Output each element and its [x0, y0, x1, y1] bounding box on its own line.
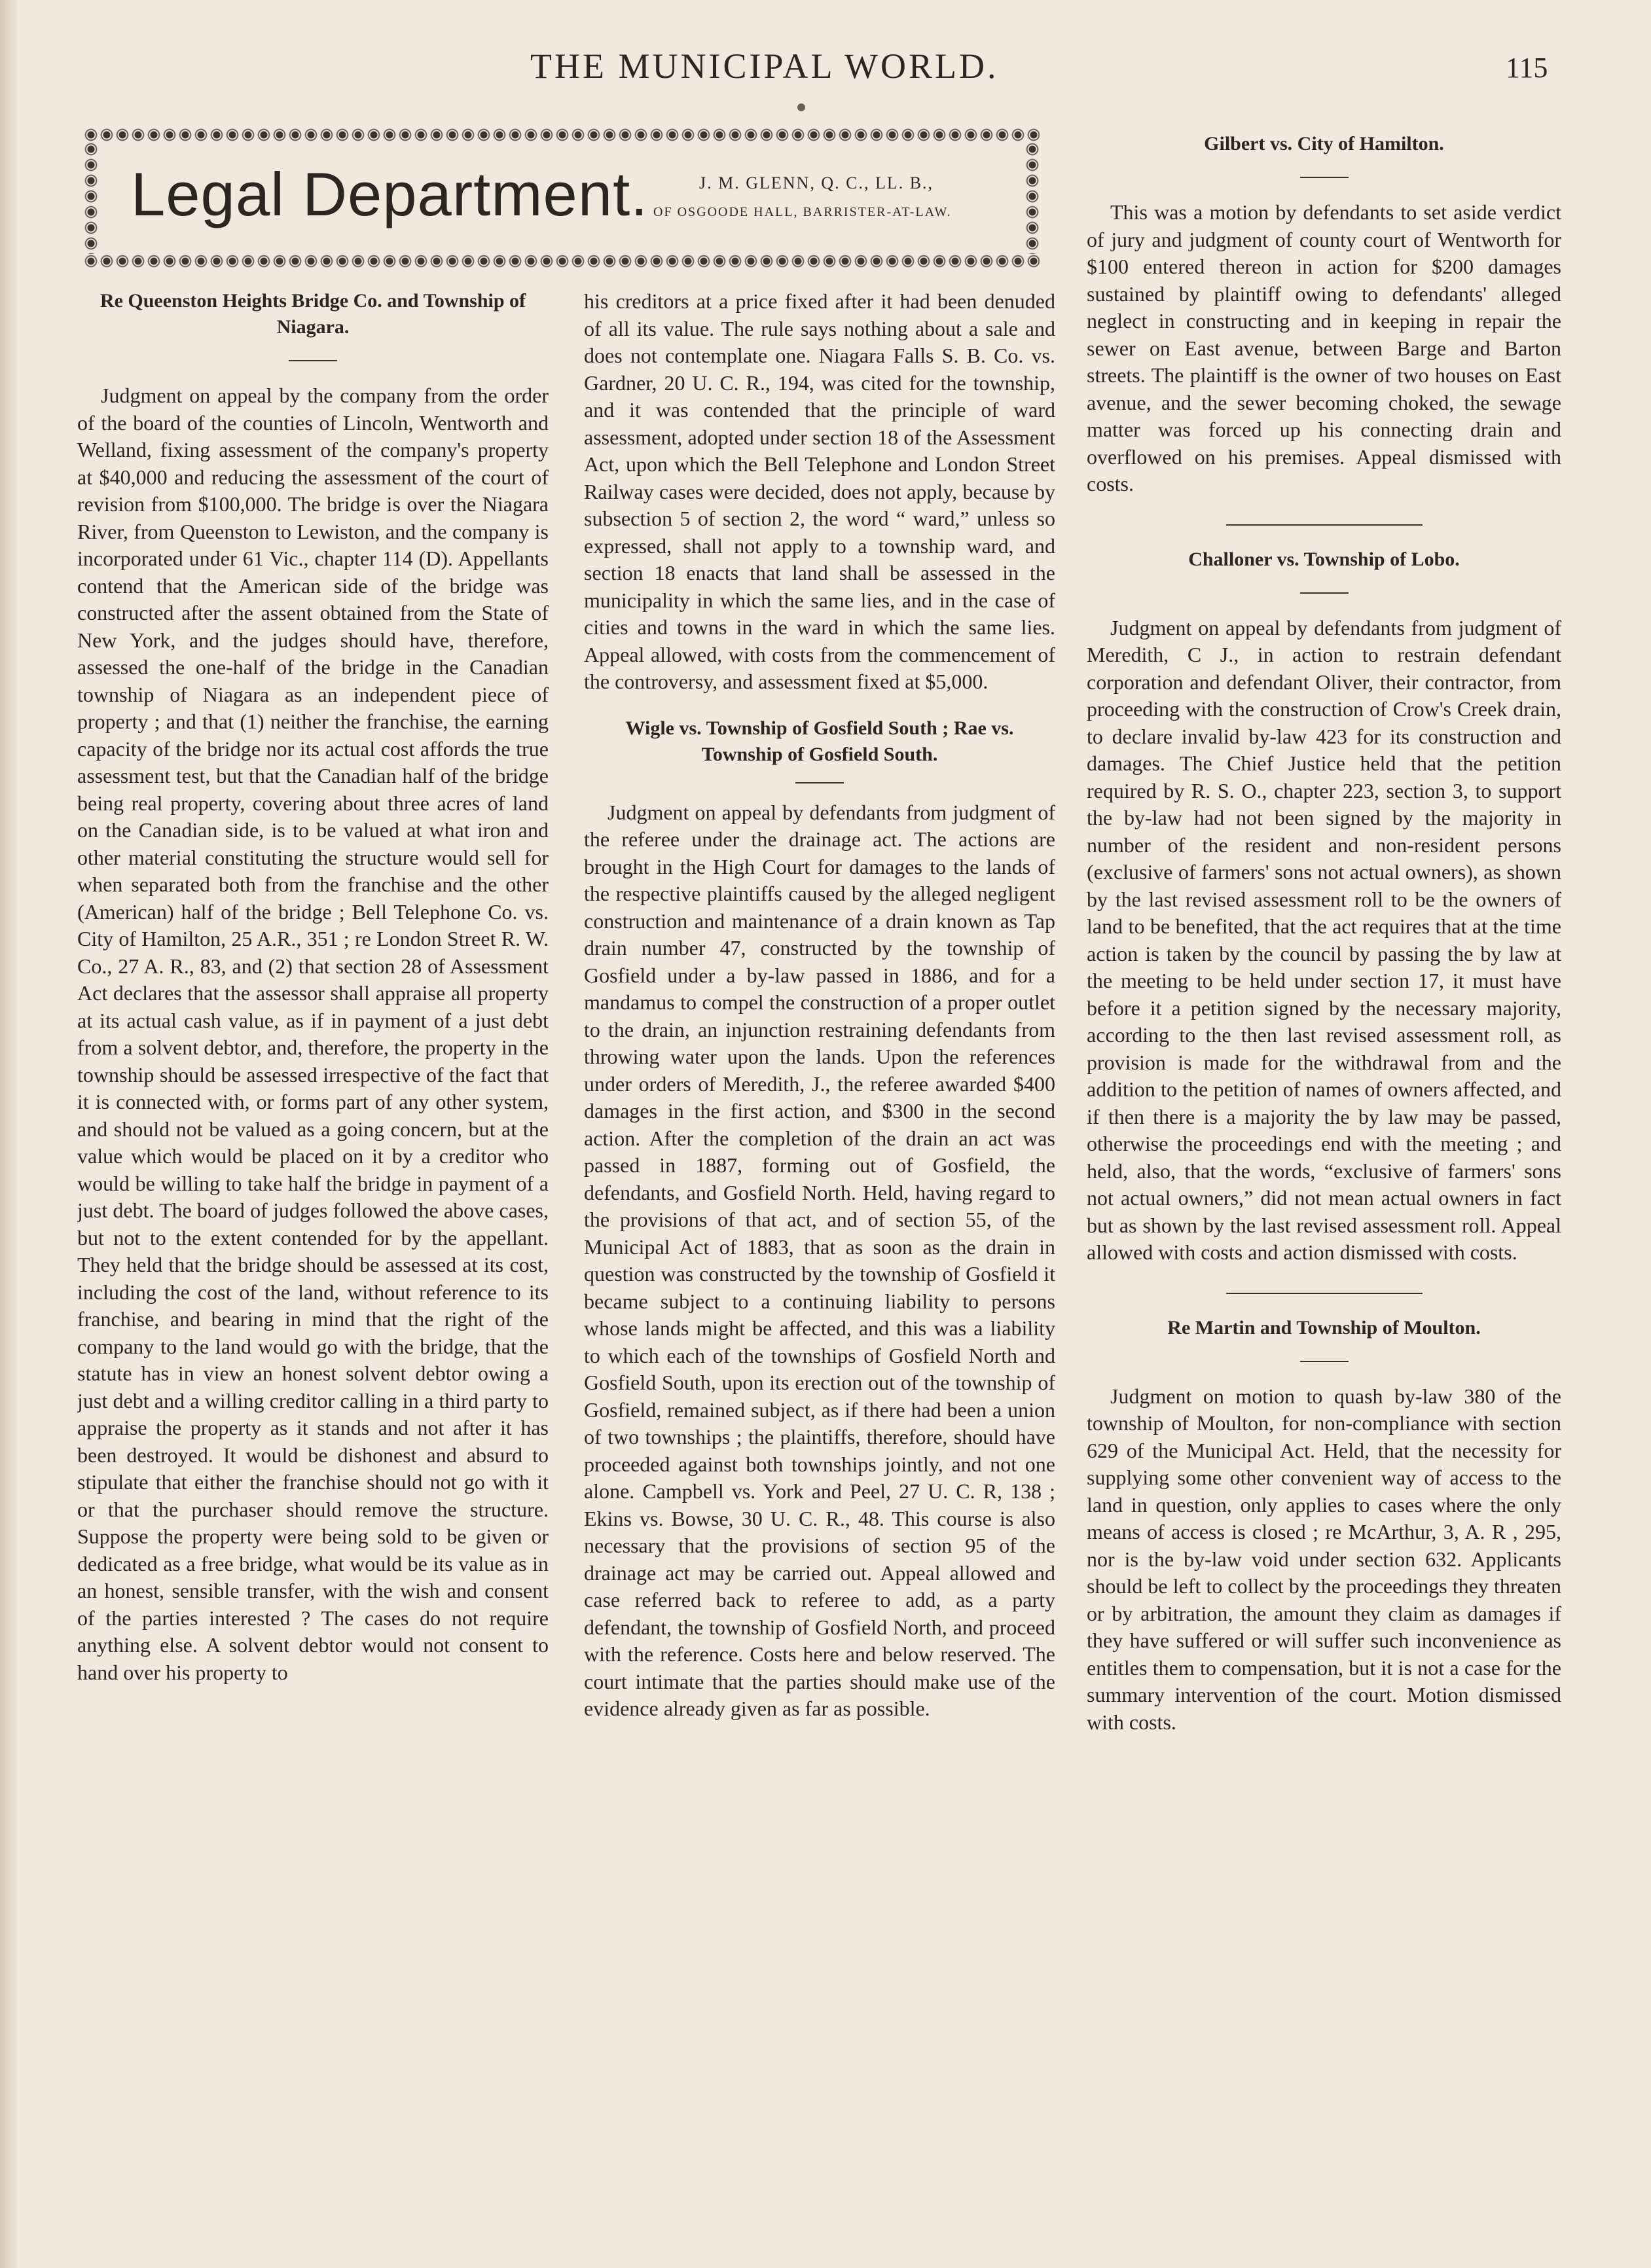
article-body: Judgment on appeal by defendants from judgment of the referee under the drainage act. The actions are brought in the High Court for damages to the lands of the respective plaintiffs caused by the alleged negligent construction and maintenance of a drain known as Tap drain number 47, constructed by the township of Gosfield under a by-law passed in 1886, and for a mandamus to compel the construction of a proper outlet to the drain, an injunction restraining defendants from throwing water upon the lands. Upon the references under orders of Meredith, J., the referee awarded $400 damages in the first action, and $300 in the second action. After the completion of the drain an act was passed in 1887, forming out of Gosfield, the defendants, and Gosfield North. Held, having regard to the provisions of that act, and of section 55, of the Municipal Act of 1883, that as soon as the drain in question was constructed by the township of Gosfield it became subject to a continuing liability to persons whose lands might be affected, and this was a liability to which each of the townships of Gosfield North and Gosfield South, upon its erection out of the township of Gosfield, remained subject, as if there had been a union of two townships ; the plaintiffs, therefore, should have proceeded against both townships jointly, and not one alone. Campbell vs. York and Peel, 27 U. C. R, 138 ; Ekins vs. Bowse, 30 U. C. R., 48. This course is also necessary that the provisions of section 95 of the drainage act may be carried out. Appeal allowed and case referred back to referee to add, as a party defendant, the township of Gosfield North, and proceed with the reference. Costs here and below reserved. The court intimate that the parties should make use of the evidence already given as far as possible. [584, 800, 1055, 1720]
article-challoner [1087, 547, 1561, 1267]
ornament-border-left [84, 142, 98, 254]
article-queenston [77, 288, 549, 1686]
section-rule [1226, 524, 1423, 526]
article-body: This was a motion by defendants to set aside verdict of jury and judgment of county court of Wentworth for $100 entered thereon in action for $200 damages sustained by plaintiff owing to defendants' alleged neglect in constructing and in keeping in repair the sewer on East avenue, between Barge and Barton streets. The plaintiff is the owner of two houses on East avenue, and the sewer becoming choked, the sewage matter was forced up his connecting drain and overflowed on his premises. Appeal dismissed with costs. [1087, 200, 1561, 495]
column-3 [1087, 131, 1561, 1736]
article-heading: Wigle vs. Township of Gosfield South ; Rae vs. Township of Gosfield South. [625, 717, 1014, 765]
heading-rule [1300, 177, 1349, 178]
column-1 [77, 288, 549, 1686]
article-heading: Gilbert vs. City of Hamilton. [1204, 133, 1444, 154]
article-body-continued: his creditors at a price fixed after it had been denuded of all its value. The rule says nothing about a sale and does not contemplate one. Niagara Falls S. B. Co. vs. Gardner, 20 U. C. R., 194, was cited for the township, and it was contended that the principle of ward assessment, adopted under section 18 of the Assessment Act, upon which the Bell Telephone and London Street Railway cases were decided, does not apply, because by subsection 5 of section 2, the word “ ward,” unless so expressed, shall not apply to a township ward, and section 18 enacts that land shall be assessed in the municipality in which the same lies, and in the case of cities and towns in the ward in which the same lies. Appeal allowed, with costs from the commencement of the controversy, and assessment fixed at $5,000. [584, 289, 1055, 693]
article-heading: Challoner vs. Township of Lobo. [1188, 548, 1460, 570]
page-number: 115 [1506, 52, 1548, 84]
ornament-border-right [1025, 142, 1040, 254]
running-head [0, 46, 1651, 105]
department-title: Legal Department. [131, 160, 649, 228]
page-edge [0, 0, 17, 2268]
article-martin [1087, 1315, 1561, 1737]
department-header [84, 128, 1040, 268]
editor-affiliation: OF OSGOODE HALL, BARRISTER-AT-LAW. [653, 205, 952, 219]
article-gilbert [1087, 131, 1561, 498]
column-2 [584, 288, 1055, 1723]
article-heading: Re Martin and Township of Moulton. [1167, 1316, 1481, 1339]
ornament-border-bottom [84, 254, 1040, 268]
article-body: Judgment on motion to quash by-law 380 of the township of Moulton, for non-compliance with section 629 of the Municipal Act. Held, that the necessity for supplying some other convenient way of access to the land in question, only applies to cases where the only means of access is closed ; re McArthur, 3, A. R , 295, nor is the by-law void under section 632. Applicants should be left to collect by the proceedings they threaten or by arbitration, the amount they claim as damages if they have suffered or will suffer such inconvenience as entitles them to compensation, but it is not a case for the summary intervention of the court. Motion dismissed with costs. [1087, 1384, 1561, 1734]
heading-rule [289, 360, 337, 361]
heading-rule [1300, 592, 1349, 594]
section-rule [1226, 1293, 1423, 1294]
heading-rule [795, 782, 844, 783]
heading-rule [1300, 1361, 1349, 1362]
ornament-dot [797, 103, 805, 111]
article-body: Judgment on appeal by the company from the order of the board of the counties of Lincoln, Wentworth and Welland, fixing assessment of the company's property at $40,000 and reducing the assessment of the court of revision from $100,000. The bridge is over the Niagara River, from Queenston to Lewiston, and the company is incorporated under 61 Vic., chapter 114 (D). Appellants contend that the American side of the bridge was constructed after the assent obtained from the State of New York, and the judges should have, therefore, assessed the one-half of the bridge in the Canadian township of Niagara as an independent piece of property ; and that (1) neither the franchise, the earning capacity of the bridge nor its actual cost affords the true assessment test, but that the Canadian half of the bridge being real property, covering about three acres of land on the Canadian side, is to be valued at what iron and other material constituting the structure would sell for when separated both from the franchise and the other (American) half of the bridge ; Bell Telephone Co. vs. City of Hamilton, 25 A.R., 351 ; re London Street R. W. Co., 27 A. R., 83, and (2) that section 28 of Assessment Act declares that the assessor shall appraise all property at its actual cash value, as if in payment of a just debt from a solvent debtor, and, therefore, the property in the township should be assessed irrespective of the fact that it is connected with, or forms part of any other system, and should not be valued as a going concern, but at the value which would be placed on it by a creditor who would be willing to take half the bridge in payment of a just debt. The board of judges followed the above cases, but not to the extent contended for by the appellant. They held that the bridge should be assessed at its cost, including the cost of the land, without reference to its franchise, and bearing in mind that the right of the company to the land would go with the bridge, that the statute has in view an honest solvent debtor owing a just debt and a willing creditor calling in a third party to appraise the property as it stands and not after it has been destroyed. It would be dishonest and absurd to stipulate that either the franchise should not go with it or that the purchaser should remove the structure. Suppose the property were being sold to be given or dedicated as a free bridge, what would be its value as in an honest, sensible transfer, with the wish and consent of the parties interested ? The cases do not require anything else. A solvent debtor would not consent to hand over his property to [77, 384, 549, 1684]
article-heading: Re Queenston Heights Bridge Co. and Township of Niagara. [100, 290, 526, 338]
editor-name: J. M. GLENN, Q. C., LL. B., [699, 173, 934, 192]
article-body: Judgment on appeal by defendants from judgment of Meredith, C J., in action to restrain defendant corporation and defendant Oliver, their contractor, from proceeding with the construction of Crow's Creek drain, to declare invalid by-law 423 for its construction and damages. The Chief Justice held that the petition required by R. S. O., chapter 223, section 3, to support the by-law had not been signed by the majority in number of the resident and non-resident persons (exclusive of farmers' sons not actual owners), as shown by the last revised assessment roll to be the owners of land to be benefited, that the act requires that at the time action is taken by the council by passing the by law at the meeting to be held under section 17, it must have before it a petition signed by the necessary majority, according to the then last revised assessment roll, as provision is made for the withdrawal from and the addition to the petition of names of owners affected, and if then there is a majority the by law may be passed, otherwise the proceedings end with the meeting ; and held, also, that the words, “exclusive of farmers' sons not actual owners,” did not mean actual owners in fact but as shown by the last revised assessment roll. Appeal allowed with costs and action dismissed with costs. [1087, 615, 1561, 1264]
article-wigle [584, 715, 1055, 1723]
ornament-border-top [84, 128, 1040, 142]
journal-title: THE MUNICIPAL WORLD. [530, 46, 999, 86]
